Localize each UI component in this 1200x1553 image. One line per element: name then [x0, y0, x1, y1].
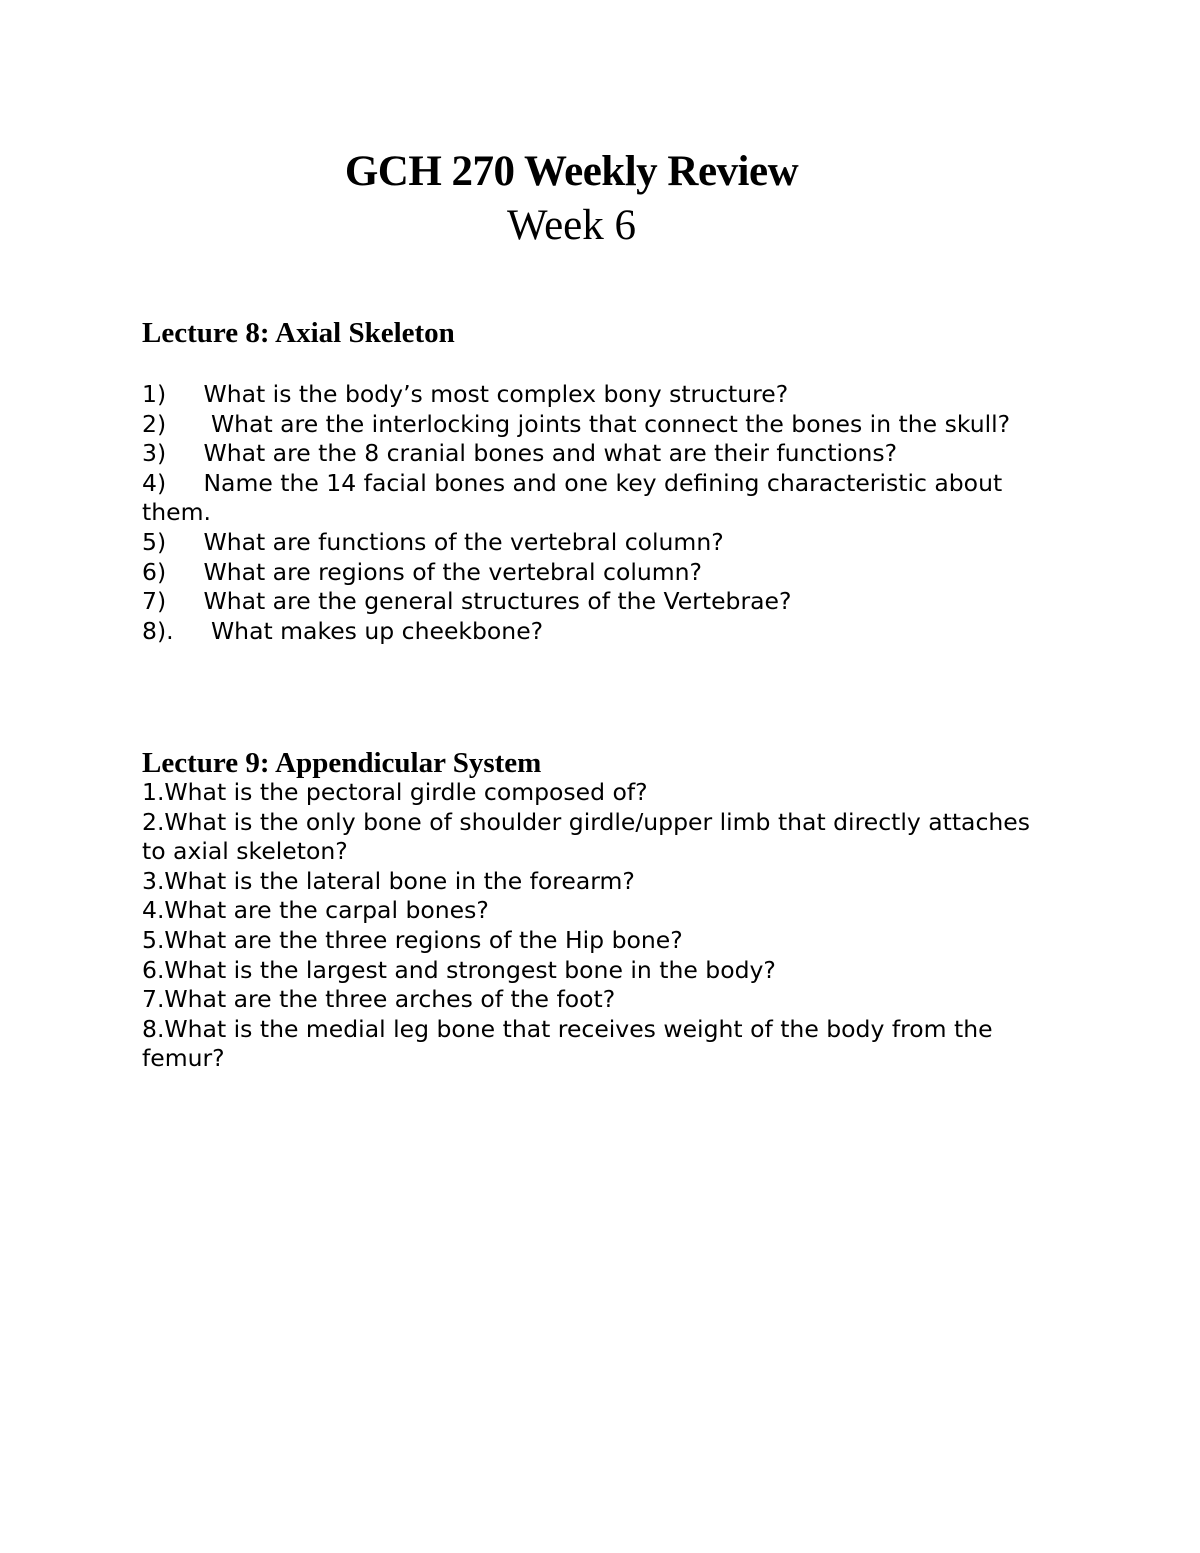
- question-item: 1.What is the pectoral girdle composed of?: [142, 778, 648, 806]
- question-list-lecture-9: [142, 778, 1038, 1074]
- question-item: 3.What is the lateral bone in the forearm?: [142, 866, 635, 895]
- question-item: 7) What are the general structures of the Vertebrae?: [142, 587, 792, 616]
- question-item: 7.What are the three arches of the foot?: [142, 985, 616, 1014]
- question-item: 6.What is the largest and strongest bone in the body?: [142, 955, 776, 984]
- question-item: 1) What is the body’s most complex bony structure?: [142, 380, 789, 408]
- section-heading-lecture-9: Lecture 9: Appendicular System: [142, 747, 542, 779]
- document-title: GCH 270 Weekly Review: [344, 148, 799, 195]
- question-item: 4.What are the carpal bones?: [142, 896, 489, 925]
- section-heading-lecture-8: Lecture 8: Axial Skeleton: [142, 317, 455, 349]
- question-item: 5) What are functions of the vertebral column?: [142, 527, 724, 556]
- question-item: 2.What is the only bone of shoulder girdle/upper limb that directly attaches to axial skeleton?: [142, 807, 1038, 866]
- question-item: 2) What are the interlocking joints that connect the bones in the skull?: [142, 409, 1011, 438]
- question-item: 6) What are regions of the vertebral column?: [142, 557, 703, 586]
- question-item: 8.What is the medial leg bone that receives weight of the body from the femur?: [142, 1014, 1001, 1073]
- question-list-lecture-8: [142, 380, 1032, 646]
- question-item: 5.What are the three regions of the Hip bone?: [142, 925, 683, 954]
- question-item: 3) What are the 8 cranial bones and what are their functions?: [142, 439, 898, 468]
- document-subtitle: Week 6: [506, 202, 637, 249]
- question-item: 4) Name the 14 facial bones and one key defining characteristic about them.: [142, 468, 1010, 527]
- question-item: 8). What makes up cheekbone?: [142, 616, 544, 645]
